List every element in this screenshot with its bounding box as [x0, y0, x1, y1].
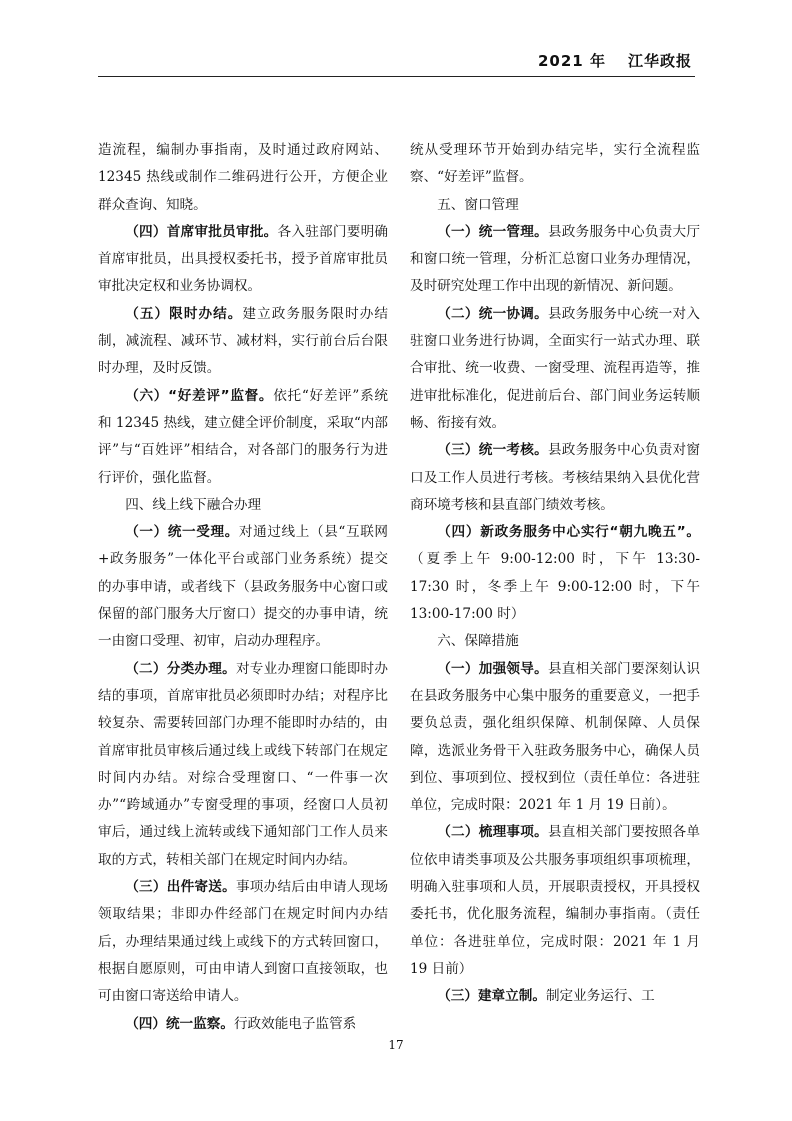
paragraph: 统从受理环节开始到办结完毕，实行全流程监察、“好差评”监督。	[410, 142, 700, 186]
right-column	[410, 137, 700, 1011]
paragraph: （四）首席审批员审批。各入驻部门要明确首席审批员，出具授权委托书，授予首席审批员审批决定权和业务协调权。	[98, 223, 389, 295]
paragraph: （四）统一监察。行政效能电子监管系	[125, 1015, 357, 1032]
section-heading: 六、保障措施	[437, 633, 519, 650]
paragraph: （六）“好差评”监督。依托“好差评”系统和 12345 热线，建立健全评价制度，采取“内部评”与“百姓评”相结合，对各部门的服务行为进行评价，强化监督。	[98, 387, 388, 486]
paragraph: （一）统一管理。县政务服务中心负责大厅和窗口统一管理，分析汇总窗口业务办理情况，及时研究处理工作中出现的新情况、新问题。	[410, 223, 701, 295]
section-heading: 四、线上线下融合办理	[125, 496, 262, 513]
paragraph: （三）统一考核。县政务服务中心负责对窗口及工作人员进行考核。考核结果纳入县优化营商环境考核和县直部门绩效考核。	[410, 442, 701, 513]
page-number: 17	[388, 1038, 404, 1052]
paragraph: （二）统一协调。县政务服务中心统一对入驻窗口业务进行协调，全面实行一站式办理、联合审批、统一收费、一窗受理、流程再造等，推进审批标准化，促进前后台、部门间业务运转顺畅、衔接有效。	[410, 305, 701, 431]
paragraph: （四）新政务服务中心实行“朝九晚五”。（夏季上午 9:00-12:00 时，下午 13:30-17:30 时，冬季上午 9:00-12:00 时，下午 13:00-17:00 时）	[410, 524, 700, 623]
section-heading: 五、窗口管理	[437, 196, 519, 213]
left-column	[98, 137, 388, 1038]
paragraph: （五）限时办结。建立政务服务限时办结制，减流程、减环节、减材料，实行前台后台限时办理，及时反馈。	[98, 305, 389, 377]
paragraph: （二）分类办理。对专业办理窗口能即时办结的事项，首席审批员必须即时办结；对程序比较复杂、需要转回部门办理不能即时办结的，由首席审批员审核后通过线上或线下转部门在规定时间内办结。对综合受理窗口、“一件事一次办”“跨域通办”专窗受理的事项，经窗口人员初审后，通过线上流转或线下通知部门工作人员来取的方式，转相关部门在规定时间内办结。	[98, 660, 389, 868]
header-year: 2021 年	[538, 52, 606, 70]
page-header	[538, 50, 692, 71]
paragraph: 造流程，编制办事指南，及时通过政府网站、12345 热线或制作二维码进行公开，方便企业群众查询、知晓。	[98, 142, 388, 213]
paragraph: （二）梳理事项。县直相关部门要按照各单位依申请类事项及公共服务事项组织事项梳理，明确入驻事项和人员，开展职责授权，开具授权委托书，优化服务流程，编制办事指南。（责任单位：各进驻单位，完成时限：2021 年 1 月 19 日前）	[410, 824, 701, 977]
paragraph: （一）加强领导。县直相关部门要深刻认识在县政务服务中心集中服务的重要意义，一把手要负总责，强化组织保障、机制保障、人员保障，选派业务骨干入驻政务服务中心，确保人员到位、事项到位、授权到位（责任单位：各进驻单位，完成时限：2021 年 1 月 19 日前）。	[410, 660, 701, 814]
header-title: 江华政报	[627, 52, 692, 70]
paragraph: （三）建章立制。制定业务运行、工	[437, 988, 655, 1005]
paragraph: （三）出件寄送。事项办结后由申请人现场领取结果；非即办件经部门在规定时间内办结后，办理结果通过线上或线下的方式转回窗口，根据自愿原则，可由申请人到窗口直接领取，也可由窗口寄送给申请人。	[98, 879, 389, 1005]
header-rule	[98, 76, 695, 77]
paragraph: （一）统一受理。对通过线上（县“互联网+政务服务”一体化平台或部门业务系统）提交的办事申请，或者线下（县政务服务中心窗口或保留的部门服务大厅窗口）提交的办事申请，统一由窗口受理、初审，启动办理程序。	[98, 524, 388, 650]
